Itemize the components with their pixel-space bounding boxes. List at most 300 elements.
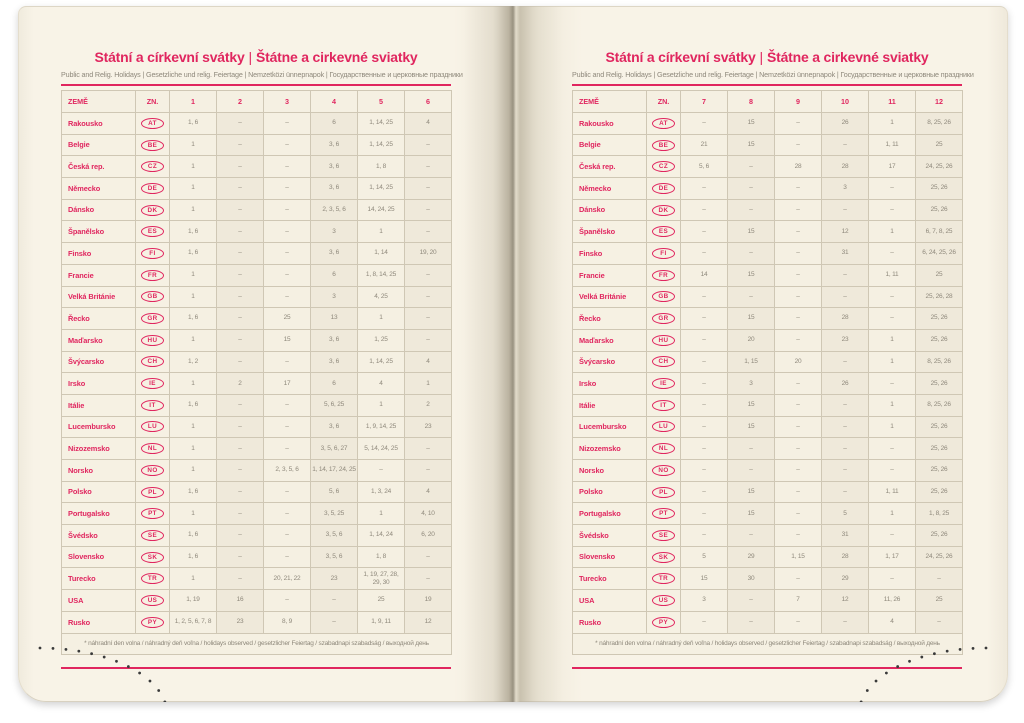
- country-code-badge: ES: [141, 226, 164, 237]
- holidays-table-jan-jun: [61, 90, 451, 655]
- month-value-cell: –: [264, 416, 311, 438]
- month-value-cell: 25: [358, 590, 405, 612]
- month-value-cell: –: [405, 134, 452, 156]
- country-code-cell: [136, 481, 170, 503]
- page-right: [513, 6, 1008, 702]
- country-row: [573, 416, 963, 438]
- country-code-badge: LU: [141, 421, 164, 432]
- month-value-cell: 15: [728, 221, 775, 243]
- header-code: ZN.: [647, 91, 681, 113]
- country-code-badge: CH: [652, 356, 675, 367]
- country-code-badge: BE: [652, 140, 675, 151]
- month-value-cell: 1, 6: [170, 308, 217, 330]
- month-value-cell: –: [775, 308, 822, 330]
- month-value-cell: –: [264, 351, 311, 373]
- month-value-cell: 8, 9: [264, 611, 311, 633]
- month-value-cell: 3: [681, 590, 728, 612]
- footnote: * náhradní den volna / náhradný deň voľna / holidays observed / gesetzlicher Feiertag / szabadnapi szabadság / выходной день: [573, 633, 963, 655]
- country-row: [62, 568, 452, 590]
- month-value-cell: 1, 19, 27, 28, 29, 30: [358, 568, 405, 590]
- country-row: [573, 221, 963, 243]
- month-value-cell: –: [264, 438, 311, 460]
- month-value-cell: –: [822, 460, 869, 482]
- country-row: [573, 134, 963, 156]
- month-value-cell: 25: [916, 590, 963, 612]
- header-code: ZN.: [136, 91, 170, 113]
- page-subtitle: Public and Relig. Holidays | Gesetzliche und relig. Feiertage | Nemzetközi ünnepnapok | Государственные и церковные праздники: [572, 70, 974, 79]
- country-row: [573, 199, 963, 221]
- month-value-cell: 20: [775, 351, 822, 373]
- country-code-cell: [136, 438, 170, 460]
- country-code-cell: [136, 156, 170, 178]
- country-code-cell: [647, 525, 681, 547]
- country-code-badge: NL: [652, 443, 675, 454]
- month-value-cell: 4: [869, 611, 916, 633]
- country-name-cell: Irsko: [573, 373, 647, 395]
- month-value-cell: 1: [869, 329, 916, 351]
- country-name-cell: Turecko: [62, 568, 136, 590]
- month-value-cell: –: [681, 394, 728, 416]
- month-value-cell: –: [775, 568, 822, 590]
- country-code-badge: NL: [141, 443, 164, 454]
- month-value-cell: –: [681, 243, 728, 265]
- month-value-cell: 11, 26: [869, 590, 916, 612]
- month-value-cell: 5, 6: [681, 156, 728, 178]
- country-row: [573, 546, 963, 568]
- country-code-cell: [647, 243, 681, 265]
- month-value-cell: –: [405, 286, 452, 308]
- country-name-cell: Švýcarsko: [62, 351, 136, 373]
- month-value-cell: –: [405, 460, 452, 482]
- country-name-cell: Švédsko: [62, 525, 136, 547]
- month-value-cell: 5: [681, 546, 728, 568]
- month-value-cell: –: [405, 264, 452, 286]
- page-title: [572, 49, 962, 65]
- country-code-badge: IT: [141, 400, 164, 411]
- month-value-cell: 3, 6: [311, 243, 358, 265]
- page-left: [18, 6, 513, 702]
- country-name-cell: Německo: [62, 178, 136, 200]
- month-value-cell: –: [405, 178, 452, 200]
- month-value-cell: 15: [728, 481, 775, 503]
- month-value-cell: 1, 15: [775, 546, 822, 568]
- month-value-cell: –: [405, 199, 452, 221]
- month-value-cell: –: [264, 221, 311, 243]
- month-value-cell: –: [728, 438, 775, 460]
- month-value-cell: –: [264, 546, 311, 568]
- country-row: [573, 329, 963, 351]
- month-value-cell: –: [217, 460, 264, 482]
- country-row: [62, 199, 452, 221]
- page-title-czech: Státní a církevní svátky: [605, 49, 756, 65]
- month-value-cell: 3, 6: [311, 156, 358, 178]
- country-code-cell: [136, 525, 170, 547]
- country-name-cell: Maďarsko: [62, 329, 136, 351]
- country-row: [62, 460, 452, 482]
- month-value-cell: 1, 6: [170, 525, 217, 547]
- month-value-cell: 1, 6: [170, 394, 217, 416]
- month-value-cell: 25, 26, 28: [916, 286, 963, 308]
- month-value-cell: 1: [869, 221, 916, 243]
- month-value-cell: 1, 19: [170, 590, 217, 612]
- month-value-cell: 15: [264, 329, 311, 351]
- country-code-cell: [647, 590, 681, 612]
- month-value-cell: –: [264, 525, 311, 547]
- country-name-cell: Rakousko: [62, 113, 136, 135]
- country-row: [62, 221, 452, 243]
- month-value-cell: 12: [822, 221, 869, 243]
- country-row: [573, 438, 963, 460]
- country-row: [62, 264, 452, 286]
- country-name-cell: Francie: [573, 264, 647, 286]
- month-value-cell: –: [681, 221, 728, 243]
- month-value-cell: 1: [869, 394, 916, 416]
- month-value-cell: 15: [728, 394, 775, 416]
- country-name-cell: Polsko: [573, 481, 647, 503]
- month-value-cell: 5: [822, 503, 869, 525]
- footer-rule: [61, 667, 451, 669]
- month-value-cell: –: [775, 394, 822, 416]
- country-code-badge: PL: [652, 487, 675, 498]
- holidays-table: [572, 90, 963, 655]
- month-value-cell: 1: [170, 568, 217, 590]
- country-code-badge: AT: [141, 118, 164, 129]
- country-row: [573, 503, 963, 525]
- country-code-badge: HU: [652, 335, 675, 346]
- country-code-cell: [136, 308, 170, 330]
- month-value-cell: 1, 8: [358, 546, 405, 568]
- country-name-cell: Německo: [573, 178, 647, 200]
- month-value-cell: –: [217, 503, 264, 525]
- month-value-cell: 25, 26: [916, 438, 963, 460]
- country-name-cell: Česká rep.: [573, 156, 647, 178]
- month-value-cell: 17: [264, 373, 311, 395]
- month-value-cell: 1: [869, 416, 916, 438]
- month-value-cell: –: [822, 134, 869, 156]
- month-value-cell: 1: [170, 329, 217, 351]
- month-value-cell: 1, 17: [869, 546, 916, 568]
- country-code-cell: [136, 611, 170, 633]
- month-value-cell: 6: [311, 264, 358, 286]
- month-value-cell: –: [822, 416, 869, 438]
- country-code-badge: IE: [141, 378, 164, 389]
- month-value-cell: 25, 26: [916, 481, 963, 503]
- month-value-cell: –: [264, 286, 311, 308]
- country-row: [62, 373, 452, 395]
- country-name-cell: Belgie: [573, 134, 647, 156]
- country-row: [62, 178, 452, 200]
- month-value-cell: –: [822, 611, 869, 633]
- month-value-cell: 29: [822, 568, 869, 590]
- month-value-cell: 2, 3, 5, 6: [311, 199, 358, 221]
- country-code-cell: [647, 113, 681, 135]
- country-row: [573, 308, 963, 330]
- country-code-badge: HU: [141, 335, 164, 346]
- month-value-cell: 19: [405, 590, 452, 612]
- country-row: [62, 438, 452, 460]
- month-value-cell: –: [217, 481, 264, 503]
- month-value-cell: –: [775, 134, 822, 156]
- country-name-cell: Česká rep.: [62, 156, 136, 178]
- month-value-cell: 17: [869, 156, 916, 178]
- country-code-cell: [136, 113, 170, 135]
- month-value-cell: 3, 6: [311, 329, 358, 351]
- month-value-cell: 6, 7, 8, 25: [916, 221, 963, 243]
- diary-spread: [18, 6, 1008, 702]
- month-value-cell: 1: [405, 373, 452, 395]
- country-code-badge: DK: [652, 205, 675, 216]
- month-value-cell: 1: [170, 373, 217, 395]
- month-value-cell: 1: [869, 503, 916, 525]
- header-country: ZEMĚ: [62, 91, 136, 113]
- country-code-badge: GR: [652, 313, 675, 324]
- country-name-cell: Rakousko: [573, 113, 647, 135]
- country-name-cell: Velká Británie: [62, 286, 136, 308]
- month-value-cell: 1: [170, 199, 217, 221]
- month-value-cell: –: [405, 568, 452, 590]
- month-value-cell: 1: [170, 178, 217, 200]
- country-name-cell: Polsko: [62, 481, 136, 503]
- month-value-cell: –: [217, 178, 264, 200]
- country-code-badge: ES: [652, 226, 675, 237]
- country-code-cell: [136, 199, 170, 221]
- country-name-cell: Finsko: [573, 243, 647, 265]
- month-value-cell: 8, 25, 26: [916, 113, 963, 135]
- month-value-cell: 23: [311, 568, 358, 590]
- month-value-cell: 4: [405, 113, 452, 135]
- country-name-cell: Itálie: [573, 394, 647, 416]
- country-name-cell: Švédsko: [573, 525, 647, 547]
- month-value-cell: 1, 15: [728, 351, 775, 373]
- country-row: [62, 243, 452, 265]
- month-value-cell: 1, 6: [170, 481, 217, 503]
- country-code-badge: PY: [141, 617, 164, 628]
- country-code-badge: IE: [652, 378, 675, 389]
- month-value-cell: –: [822, 264, 869, 286]
- month-value-cell: 26: [822, 113, 869, 135]
- country-code-cell: [136, 568, 170, 590]
- header-month: 9: [775, 91, 822, 113]
- country-code-badge: FR: [652, 270, 675, 281]
- month-value-cell: 14, 24, 25: [358, 199, 405, 221]
- month-value-cell: –: [264, 243, 311, 265]
- month-value-cell: 5, 6: [311, 481, 358, 503]
- month-value-cell: –: [681, 460, 728, 482]
- month-value-cell: –: [822, 438, 869, 460]
- page-title-czech: Státní a církevní svátky: [94, 49, 245, 65]
- country-code-cell: [647, 286, 681, 308]
- header-month: 2: [217, 91, 264, 113]
- country-row: [62, 416, 452, 438]
- country-code-cell: [136, 286, 170, 308]
- month-value-cell: 5, 14, 24, 25: [358, 438, 405, 460]
- country-code-badge: BE: [141, 140, 164, 151]
- month-value-cell: 24, 25, 26: [916, 156, 963, 178]
- country-code-cell: [647, 503, 681, 525]
- month-value-cell: 1, 14: [358, 243, 405, 265]
- month-value-cell: 15: [728, 134, 775, 156]
- country-row: [573, 611, 963, 633]
- country-row: [573, 243, 963, 265]
- header-month: 8: [728, 91, 775, 113]
- month-value-cell: 23: [822, 329, 869, 351]
- country-name-cell: Řecko: [62, 308, 136, 330]
- month-value-cell: 31: [822, 243, 869, 265]
- month-value-cell: –: [405, 156, 452, 178]
- month-value-cell: –: [869, 568, 916, 590]
- country-code-cell: [136, 221, 170, 243]
- country-code-cell: [647, 373, 681, 395]
- month-value-cell: –: [775, 481, 822, 503]
- month-value-cell: 15: [728, 113, 775, 135]
- country-code-cell: [647, 199, 681, 221]
- month-value-cell: 1, 6: [170, 113, 217, 135]
- country-code-cell: [647, 394, 681, 416]
- country-row: [62, 590, 452, 612]
- country-name-cell: Portugalsko: [62, 503, 136, 525]
- country-code-cell: [647, 221, 681, 243]
- country-name-cell: USA: [62, 590, 136, 612]
- country-code-cell: [647, 568, 681, 590]
- month-value-cell: –: [869, 373, 916, 395]
- month-value-cell: –: [775, 243, 822, 265]
- month-value-cell: 6: [311, 113, 358, 135]
- country-code-cell: [647, 156, 681, 178]
- country-name-cell: Rusko: [62, 611, 136, 633]
- month-value-cell: 1, 2, 5, 6, 7, 8: [170, 611, 217, 633]
- month-value-cell: 25, 26: [916, 525, 963, 547]
- country-code-cell: [136, 134, 170, 156]
- month-value-cell: –: [681, 286, 728, 308]
- month-value-cell: 15: [728, 308, 775, 330]
- country-code-badge: FR: [141, 270, 164, 281]
- month-value-cell: –: [405, 329, 452, 351]
- month-value-cell: –: [775, 525, 822, 547]
- month-value-cell: 1, 11: [869, 134, 916, 156]
- month-value-cell: –: [728, 611, 775, 633]
- month-value-cell: 3: [311, 286, 358, 308]
- month-value-cell: –: [217, 221, 264, 243]
- country-name-cell: USA: [573, 590, 647, 612]
- country-code-badge: SE: [652, 530, 675, 541]
- country-row: [62, 481, 452, 503]
- country-row: [62, 546, 452, 568]
- page-subtitle: Public and Relig. Holidays | Gesetzliche und relig. Feiertage | Nemzetközi ünnepnapok | Государственные и церковные праздники: [61, 70, 463, 79]
- country-row: [573, 590, 963, 612]
- month-value-cell: 1, 14, 25: [358, 134, 405, 156]
- month-value-cell: 1, 6: [170, 546, 217, 568]
- month-value-cell: 28: [822, 156, 869, 178]
- country-name-cell: Lucembursko: [62, 416, 136, 438]
- country-code-cell: [647, 351, 681, 373]
- country-row: [62, 503, 452, 525]
- country-name-cell: Řecko: [573, 308, 647, 330]
- month-value-cell: 3, 6: [311, 134, 358, 156]
- month-value-cell: –: [869, 243, 916, 265]
- month-value-cell: –: [822, 394, 869, 416]
- country-code-cell: [136, 178, 170, 200]
- country-code-cell: [647, 481, 681, 503]
- month-value-cell: –: [264, 481, 311, 503]
- country-code-badge: FI: [652, 248, 675, 259]
- month-value-cell: –: [681, 373, 728, 395]
- month-value-cell: –: [775, 373, 822, 395]
- country-row: [62, 329, 452, 351]
- country-row: [573, 113, 963, 135]
- country-code-cell: [136, 503, 170, 525]
- country-code-cell: [136, 546, 170, 568]
- country-code-cell: [647, 264, 681, 286]
- month-value-cell: –: [217, 546, 264, 568]
- month-value-cell: –: [775, 416, 822, 438]
- month-value-cell: –: [869, 460, 916, 482]
- month-value-cell: 25, 26: [916, 199, 963, 221]
- country-code-cell: [136, 394, 170, 416]
- month-value-cell: –: [681, 113, 728, 135]
- month-value-cell: –: [217, 264, 264, 286]
- month-value-cell: 3, 5, 6: [311, 525, 358, 547]
- country-code-badge: SE: [141, 530, 164, 541]
- month-value-cell: –: [217, 156, 264, 178]
- month-value-cell: –: [775, 264, 822, 286]
- country-name-cell: Finsko: [62, 243, 136, 265]
- month-value-cell: 20, 21, 22: [264, 568, 311, 590]
- month-value-cell: 28: [775, 156, 822, 178]
- month-value-cell: –: [311, 611, 358, 633]
- country-code-badge: GR: [141, 313, 164, 324]
- month-value-cell: 4, 10: [405, 503, 452, 525]
- country-row: [62, 134, 452, 156]
- month-value-cell: –: [217, 308, 264, 330]
- month-value-cell: 1, 14, 25: [358, 351, 405, 373]
- country-row: [573, 568, 963, 590]
- month-value-cell: –: [916, 568, 963, 590]
- header-country: ZEMĚ: [573, 91, 647, 113]
- month-value-cell: 3, 6: [311, 416, 358, 438]
- month-value-cell: –: [728, 460, 775, 482]
- country-code-badge: PY: [652, 617, 675, 628]
- month-value-cell: –: [869, 308, 916, 330]
- country-code-badge: GB: [652, 291, 675, 302]
- month-value-cell: –: [264, 503, 311, 525]
- month-value-cell: –: [728, 590, 775, 612]
- country-code-cell: [647, 460, 681, 482]
- month-value-cell: 1: [358, 394, 405, 416]
- month-value-cell: 1, 8: [358, 156, 405, 178]
- country-code-cell: [647, 134, 681, 156]
- month-value-cell: 25: [916, 134, 963, 156]
- month-value-cell: 24, 25, 26: [916, 546, 963, 568]
- country-name-cell: Itálie: [62, 394, 136, 416]
- month-value-cell: 3, 5, 6: [311, 546, 358, 568]
- month-value-cell: 1, 14, 25: [358, 113, 405, 135]
- month-value-cell: –: [217, 416, 264, 438]
- month-value-cell: 1, 14, 17, 24, 25: [311, 460, 358, 482]
- month-value-cell: 3, 5, 25: [311, 503, 358, 525]
- month-value-cell: –: [681, 525, 728, 547]
- month-value-cell: –: [264, 199, 311, 221]
- month-value-cell: 1, 3, 24: [358, 481, 405, 503]
- month-value-cell: 1: [170, 156, 217, 178]
- month-value-cell: –: [681, 611, 728, 633]
- month-value-cell: 2: [405, 394, 452, 416]
- month-value-cell: –: [681, 481, 728, 503]
- month-value-cell: 6: [311, 373, 358, 395]
- country-row: [62, 611, 452, 633]
- country-code-badge: FI: [141, 248, 164, 259]
- month-value-cell: –: [681, 329, 728, 351]
- month-value-cell: –: [681, 416, 728, 438]
